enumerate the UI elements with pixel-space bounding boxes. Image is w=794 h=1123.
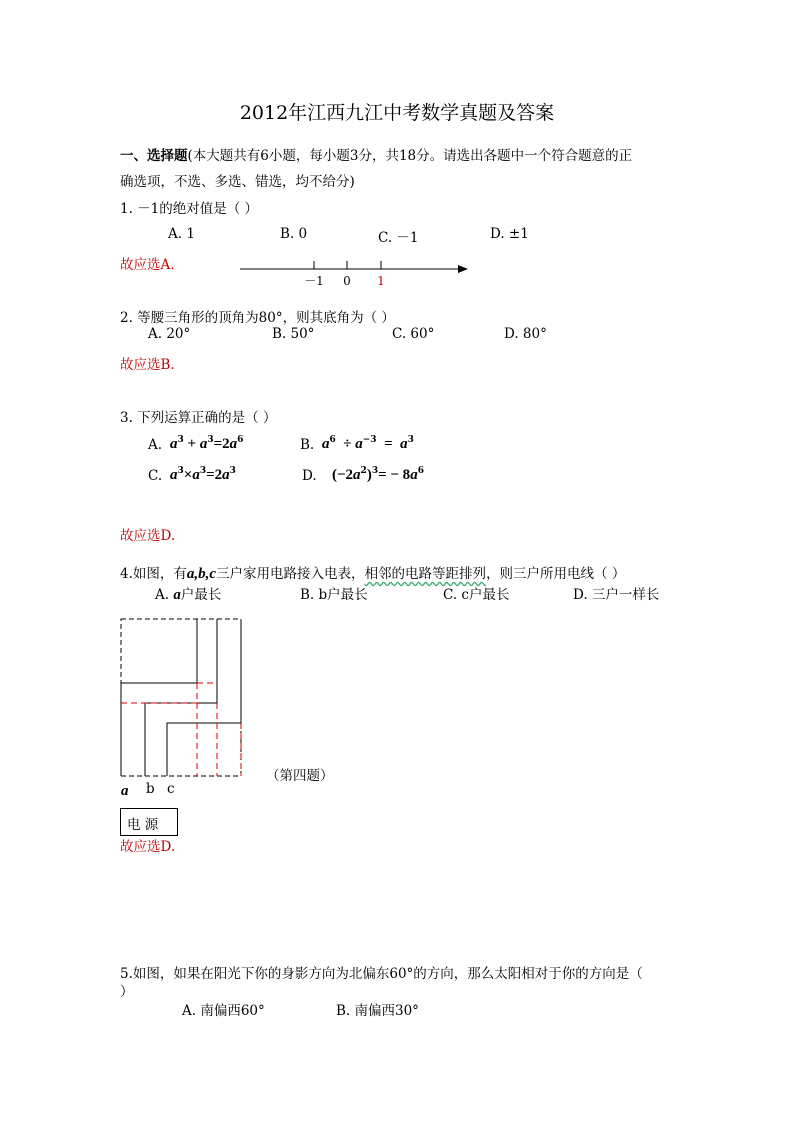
q4-label-a: a <box>121 783 129 799</box>
section-heading-line <box>120 144 632 164</box>
wire-b <box>145 703 217 776</box>
q5-stem-line2: ） <box>120 984 134 1000</box>
q2-option-d: D. 80° <box>504 326 547 342</box>
q1-stem: 1. －1的绝对值是（ ） <box>120 201 259 217</box>
section-desc-1: (本大题共有6小题，每小题3分，共18分。请选出各题中一个符合题意的正 <box>187 148 633 164</box>
q4-stem-mid: 三户家用电路接入电表， <box>216 566 365 582</box>
label-1: 1 <box>377 274 385 288</box>
page-title: 2012年江西九江中考数学真题及答案 <box>239 102 555 124</box>
section-desc-2: 确选项，不选、多选、错选，均不给分) <box>120 174 355 190</box>
q4-option-a-label: A. <box>155 587 174 603</box>
q3-option-c-label: C. <box>148 468 163 484</box>
q1-number-line <box>230 255 480 291</box>
q4-stem <box>120 562 625 583</box>
q3-option-b-label: B. <box>300 437 315 453</box>
q3-option-b-expr: $a^6 \div a^{-3} = a^3$ <box>322 435 414 452</box>
q4-option-a-text: 户最长 <box>180 587 222 603</box>
q4-answer: 故应选D. <box>120 839 176 855</box>
q1-option-d: D. ±1 <box>490 226 529 242</box>
q3-stem: 3. 下列运算正确的是（ ） <box>120 410 277 426</box>
wire-a-outer <box>121 619 197 683</box>
q3-option-c-expr: $a^3\times a^3=2a^3$ <box>170 466 236 483</box>
q2-option-b: B. 50° <box>272 326 315 342</box>
number-line-arrow <box>458 265 468 273</box>
q4-option-b: B. b户最长 <box>300 587 368 603</box>
q2-answer: 故应选B. <box>120 357 175 373</box>
q4-option-a <box>155 583 221 604</box>
q4-circuit-figure <box>115 615 250 780</box>
q2-option-c: C. 60° <box>392 326 435 342</box>
q5-stem-line1: 5.如图，如果在阳光下你的身影方向为北偏东60°的方向，那么太阳相对于你的方向是（ <box>120 966 643 982</box>
q1-option-c: C. －1 <box>378 230 419 246</box>
q2-stem: 2. 等腰三角形的顶角为80°，则其底角为（ ） <box>120 310 395 326</box>
q4-option-d: D. 三户一样长 <box>573 587 660 603</box>
meter-box <box>121 619 241 776</box>
q3-option-d-expr: $(-2a^2)^3= - 8a^6$ <box>332 466 424 483</box>
section-heading: 一、选择题 <box>120 148 188 164</box>
q3-option-a-label: A. <box>148 437 163 453</box>
q1-option-a: A. 1 <box>168 226 195 242</box>
q4-label-b: b <box>146 781 155 797</box>
q4-option-c: C. c户最长 <box>443 587 510 603</box>
q4-stem-wavy: 相邻的电路等距排列 <box>364 566 487 582</box>
label-0: 0 <box>343 274 351 288</box>
label-neg1: －1 <box>304 274 324 288</box>
q3-answer: 故应选D. <box>120 528 176 544</box>
q4-stem-post: ，则三户所用电线（ ） <box>486 566 626 582</box>
q2-option-a: A. 20° <box>148 326 191 342</box>
q4-label-c: c <box>167 781 175 797</box>
power-source-box: 电 源 <box>120 808 178 836</box>
wire-c <box>167 723 241 776</box>
q5-option-a: A. 南偏西60° <box>182 1003 265 1019</box>
q3-option-d-label: D. <box>302 468 317 484</box>
q4-figure-caption: （第四题） <box>266 768 334 784</box>
q3-option-a-expr: $a^3 + a^3=2a^6$ <box>170 435 244 452</box>
q5-option-b: B. 南偏西30° <box>336 1003 419 1019</box>
q1-answer: 故应选A. <box>120 257 175 273</box>
q1-option-b: B. 0 <box>280 226 308 242</box>
q4-stem-pre: 4.如图，有 <box>120 566 187 582</box>
q4-option-a-var: a <box>173 587 181 603</box>
q4-stem-vars: a,b,c <box>186 566 217 582</box>
